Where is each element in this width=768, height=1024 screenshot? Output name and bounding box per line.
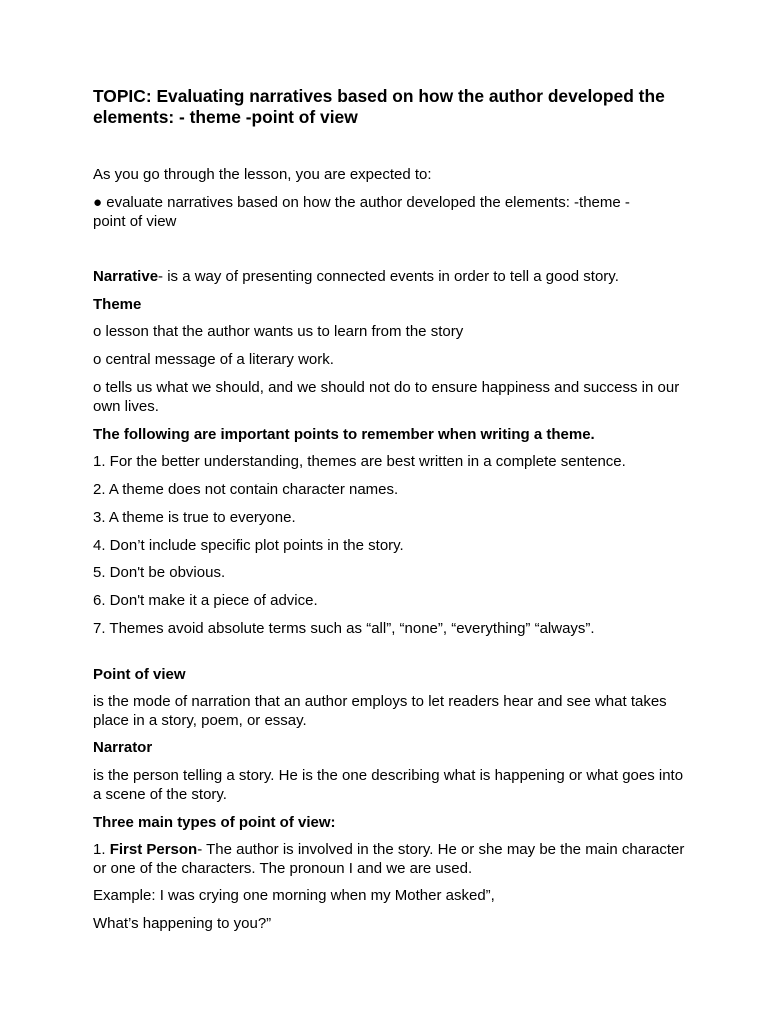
narrative-term: Narrative xyxy=(93,268,159,285)
theme-item: o lesson that the author wants us to learn from the story xyxy=(93,323,464,340)
point-item: 2. A theme does not contain character names. xyxy=(93,481,399,498)
page-title: TOPIC: Evaluating narratives based on how the author developed the elements: - theme -point of view xyxy=(93,86,665,127)
point-item: 7. Themes avoid absolute terms such as “all”, “none”, “everything” “always”. xyxy=(93,620,595,637)
objective-bullet: ● evaluate narratives based on how the author developed the elements: -theme - point of view xyxy=(93,194,630,230)
narrative-def-text: - is a way of presenting connected events in order to tell a good story. xyxy=(158,268,619,285)
types-heading: Three main types of point of view: xyxy=(93,814,336,831)
intro-text: As you go through the lesson, you are expected to: xyxy=(93,166,432,183)
narrative-definition xyxy=(93,268,685,287)
point-item: 5. Don't be obvious. xyxy=(93,564,226,581)
points-heading: The following are important points to remember when writing a theme. xyxy=(93,426,595,443)
point-item: 1. For the better understanding, themes are best written in a complete sentence. xyxy=(93,453,626,470)
theme-item: o tells us what we should, and we should not do to ensure happiness and success in our own lives. xyxy=(93,379,680,415)
first-person-definition xyxy=(93,841,685,878)
example-line: What’s happening to you?” xyxy=(93,915,272,932)
pov-heading: Point of view xyxy=(93,666,186,683)
narrator-definition: is the person telling a story. He is the one describing what is happening or what goes into a scene of the story. xyxy=(93,767,684,803)
narrator-heading: Narrator xyxy=(93,739,153,756)
example-line: Example: I was crying one morning when my Mother asked”, xyxy=(93,887,495,904)
theme-item: o central message of a literary work. xyxy=(93,351,334,368)
first-person-term: First Person xyxy=(109,841,198,858)
first-person-number: 1. xyxy=(93,841,110,858)
point-item: 6. Don't make it a piece of advice. xyxy=(93,592,318,609)
theme-heading: Theme xyxy=(93,296,142,313)
point-item: 4. Don’t include specific plot points in the story. xyxy=(93,537,404,554)
pov-definition: is the mode of narration that an author employs to let readers hear and see what takes place in a story, poem, or essay. xyxy=(93,693,667,729)
first-person-def-text: - The author is involved in the story. He or she may be the main character or one of the characters. The pronoun I and we are used. xyxy=(93,841,685,877)
point-item: 3. A theme is true to everyone. xyxy=(93,509,296,526)
